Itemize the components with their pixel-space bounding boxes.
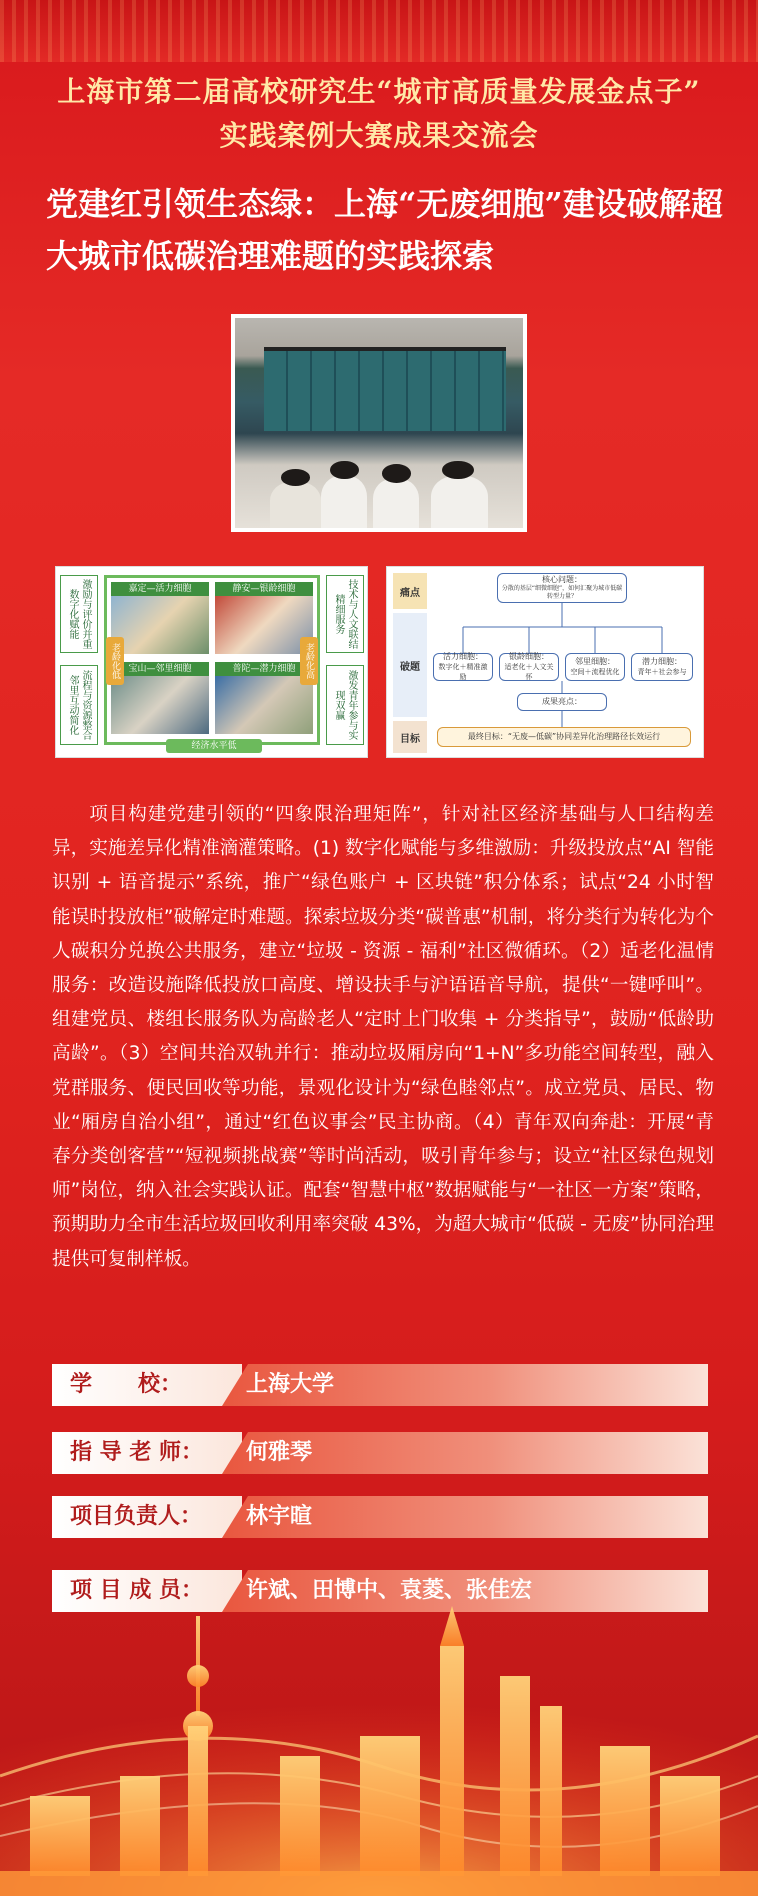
top-decorative-stripe [0, 0, 758, 62]
info-label: 指 导 老 师： [70, 1440, 203, 1465]
info-value: 许斌、田博中、袁菱、张佳宏 [246, 1578, 533, 1603]
side-label-goal: 目标 [393, 721, 427, 753]
core-issue-node: 核心问题： 分散的基层“细微细胞”，如何汇聚为城市低碳转型力量？ [497, 573, 627, 603]
flow-node: 银龄细胞： 适老化＋人文关怀 [499, 653, 559, 681]
tag-high-aging: 老龄化高 [300, 637, 318, 685]
project-title: 党建红引领生态绿：上海“无废细胞”建设破解超大城市低碳治理难题的实践探索 [46, 185, 723, 275]
shanghai-skyline-decoration [0, 1476, 758, 1896]
event-header [0, 70, 758, 158]
info-value: 上海大学 [246, 1372, 335, 1397]
info-value: 林宇暄 [246, 1504, 313, 1529]
quadrant-cell: 静安—银龄细胞 [215, 582, 313, 654]
bottom-axis-label: 经济水平低 [166, 739, 262, 753]
info-label: 项目负责人： [70, 1504, 203, 1529]
event-header-line1: 上海市第二届高校研究生“城市高质量发展金点子” [57, 75, 701, 108]
quadrant-cell: 普陀—潜力细胞 [215, 662, 313, 734]
quadrant-cell: 宝山—邻里细胞 [111, 662, 209, 734]
flow-node: 潜力细胞： 青年＋社会参与 [631, 653, 693, 681]
event-header-line2: 实践案例大赛成果交流会 [219, 119, 539, 152]
quadrant-frame [104, 575, 320, 745]
monitoring-screen-image [264, 347, 506, 431]
result-node: 成果亮点： [517, 693, 607, 711]
project-description: 项目构建党建引领的“四象限治理矩阵”，针对社区经济基础与人口结构差异，实施差异化精准滴灌策略。(1) 数字化赋能与多维激励：升级投放点“AI 智能识别 + 语音提示”系统，推广“绿色账户 + 区块链”积分体系；试点“24 小时智能误时投放柜”破解定时难题。探索垃圾分类“碳普惠”机制，将分类行为转化为个人碳积分兑换公共服务，建立“垃圾 - 资源 - 福利”社区微循环。（2）适老化温情服务：改造设施降低投放口高度、增设扶手与沪语语音导航，提供“一键呼叫”。组建党员、楼组长服务队为高龄老人“定时上门收集 + 分类指导”，鼓励“低龄助高龄”。（3）空间共治双轨并行：推动垃圾厢房向“1+N”多功能空间转型，融入党群服务、便民回收等功能，景观化设计为“绿色睦邻点”。成立党员、居民、物业“厢房自治小组”，通过“红色议事会”民主协商。（4）青年双向奔赴：开展“青春分类创客营”“短视频挑战赛”等时尚活动，吸引青年参与；设立“社区绿色规划师”岗位，纳入社会实践认证。配套“智慧中枢”数据赋能与“一社区一方案”策略，预期助力全市生活垃圾回收利用率突破 43%，为超大城市“低碳 - 无废”协同治理提供可复制样板。 [52, 804, 714, 1270]
people-in-photo [235, 444, 523, 528]
flow-node: 邻里细胞： 空间＋流程优化 [565, 653, 625, 681]
left-top-box: 激励与评价并重数字化赋能 [60, 575, 98, 653]
info-row-advisor [52, 1432, 708, 1474]
info-label: 学 校： [70, 1372, 182, 1397]
four-quadrant-matrix-diagram [55, 566, 368, 758]
right-top-box: 技术与人文联结精细服务 [326, 575, 364, 653]
problem-solution-flow-diagram [386, 566, 704, 758]
quadrant-cell: 嘉定—活力细胞 [111, 582, 209, 654]
side-label-solution: 破题 [393, 613, 427, 717]
tag-low-aging: 老龄化低 [106, 637, 124, 685]
flow-node: 活力细胞： 数字化＋精准激励 [433, 653, 493, 681]
info-row-school [52, 1364, 708, 1406]
project-photo [231, 314, 527, 532]
side-label-pain-point: 痛点 [393, 573, 427, 609]
left-bottom-box: 流程与资源整合邻里互动简化 [60, 665, 98, 745]
right-bottom-box: 激发青年参与实现双赢 [326, 665, 364, 745]
info-value: 何雅琴 [246, 1440, 313, 1465]
info-label: 项 目 成 员： [70, 1578, 203, 1603]
goal-node: 最终目标：“无废—低碳”协同差异化治理路径长效运行 [437, 727, 691, 747]
